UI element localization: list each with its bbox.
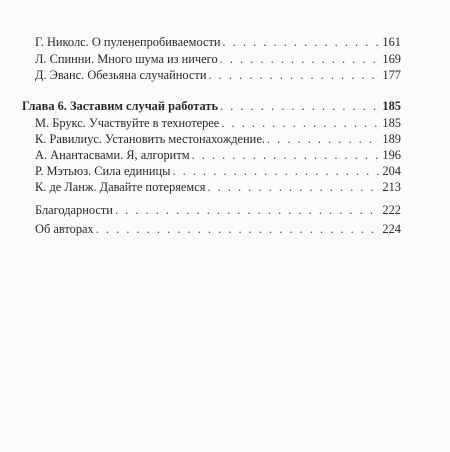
- toc-entry: [35, 34, 401, 50]
- dot-leader: [96, 221, 381, 237]
- entry-title: М. Брукс. Участвуйте в технотерее: [35, 116, 220, 130]
- toc-entry: [35, 221, 401, 237]
- entry-title: Благодарности: [35, 203, 113, 217]
- entry-page: 177: [382, 68, 401, 82]
- toc-entry: [35, 115, 401, 131]
- entry-page: 196: [382, 148, 401, 162]
- toc-entry: [35, 179, 401, 195]
- entry-page: 224: [382, 222, 401, 236]
- chapter-title: Глава 6. Заставим случай работать: [22, 99, 219, 113]
- entry-title: Д. Эванс. Обезьяна случайности: [35, 68, 207, 82]
- entry-title: К. Равилиус. Установить местонахождение.: [35, 132, 265, 146]
- entry-page: 185: [382, 116, 401, 130]
- entry-title: Р. Мэтьюз. Сила единицы: [35, 164, 171, 178]
- entry-page: 204: [382, 164, 401, 178]
- dot-leader: [220, 98, 380, 114]
- toc-entry: [35, 147, 401, 163]
- entry-page: 161: [382, 35, 401, 49]
- dot-leader: [172, 163, 380, 179]
- dot-leader: [223, 34, 381, 50]
- toc-entry: [35, 163, 401, 179]
- toc-entry: [35, 51, 401, 67]
- entry-page: 169: [382, 52, 401, 66]
- toc-entry: [35, 202, 401, 218]
- dot-leader: [192, 147, 381, 163]
- dot-leader: [208, 67, 380, 83]
- dot-leader: [267, 131, 380, 147]
- entry-page: 189: [382, 132, 401, 146]
- dot-leader: [115, 202, 380, 218]
- entry-page: 222: [382, 203, 401, 217]
- entry-page: 213: [382, 180, 401, 194]
- entry-title: Л. Спинни. Много шума из ничего: [35, 52, 218, 66]
- chapter-heading: [22, 98, 401, 114]
- chapter-page: 185: [382, 99, 401, 113]
- entry-title: Об авторах: [35, 222, 94, 236]
- dot-leader: [221, 115, 380, 131]
- dot-leader: [220, 51, 381, 67]
- toc-entry: [35, 131, 401, 147]
- entry-title: К. де Ланж. Давайте потеряемся: [35, 180, 206, 194]
- toc-entry: [35, 67, 401, 83]
- entry-title: А. Анантасвами. Я, алгоритм: [35, 148, 190, 162]
- entry-title: Г. Николс. О пуленепробиваемости: [35, 35, 221, 49]
- dot-leader: [207, 179, 380, 195]
